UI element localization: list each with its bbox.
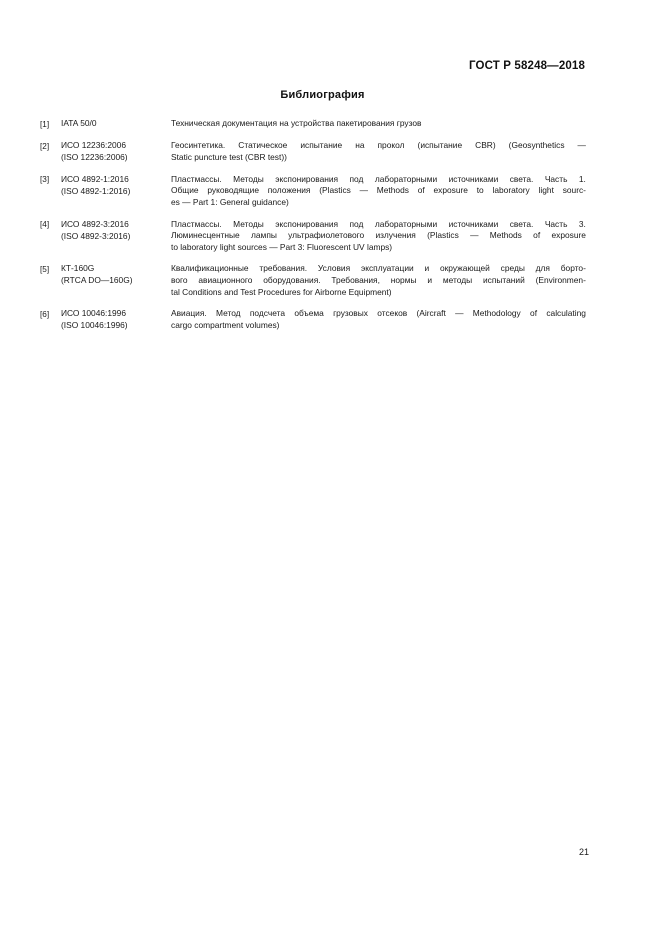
entry-reference-secondary: (ISO 4892-3:2016): [61, 230, 131, 241]
entry-description-line: Пластмассы. Методы экспонирования под лабораторными источниками света. Часть 3.: [171, 218, 586, 229]
entry-description-line: Люминесцентные лампы ультрафиолетового излучения (Plastics — Methods of exposure: [171, 230, 586, 241]
bibliography-entry: [40, 140, 586, 164]
entry-description-line: Геосинтетика. Статическое испытание на прокол (испытание CBR) (Geosynthetics —: [171, 140, 586, 151]
page-title: [0, 89, 661, 101]
entry-reference-secondary: (ISO 4892-1:2016): [61, 185, 131, 196]
entry-description: [171, 140, 586, 163]
entry-reference-code: [61, 308, 171, 332]
bibliography-entry: [40, 118, 586, 130]
entry-description: [171, 263, 586, 298]
entry-description-line: Пластмассы. Методы экспонирования под лабораторными источниками света. Часть 1.: [171, 173, 586, 184]
entry-marker: [2]: [40, 141, 50, 151]
entry-description-line: вого авиационного оборудования. Требования, нормы и методы испытаний (Environmen-: [171, 274, 586, 285]
bibliography-list: [40, 118, 586, 332]
entry-reference-primary: ИСО 10046:1996: [61, 308, 126, 319]
bibliography-entry: [40, 308, 586, 332]
document-header-standard-number: ГОСТ Р 58248—2018: [468, 60, 585, 72]
entry-description-line: Квалификационные требования. Условия эксплуатации и окружающей среды для борто-: [171, 263, 586, 274]
entry-marker: [4]: [40, 220, 50, 230]
entry-description-line: Общие руководящие положения (Plastics — Methods of exposure to laboratory light sourc-: [171, 185, 586, 196]
entry-reference-secondary: (RTCA DO—160G): [61, 275, 133, 286]
entry-description-line: to laboratory light sources — Part 3: Fluorescent UV lamps): [171, 241, 393, 252]
entry-marker: [6]: [40, 309, 50, 319]
entry-reference-secondary: (ISO 10046:1996): [61, 320, 128, 331]
entry-reference-primary: КТ-160G: [61, 263, 95, 274]
entry-marker: [5]: [40, 264, 50, 274]
entry-reference-primary: ИСО 4892-3:2016: [61, 218, 129, 229]
bibliography-entry: [40, 174, 586, 209]
entry-reference-primary: ИСО 4892-1:2016: [61, 173, 129, 184]
entry-reference-primary: IATA 50/0: [61, 118, 97, 128]
entry-reference-code: [61, 140, 171, 164]
page-title-text: Библиография: [280, 89, 365, 101]
page-number: 21: [578, 847, 589, 857]
entry-description: [171, 219, 586, 254]
entry-description-line: es — Part 1: General guidance): [171, 196, 289, 207]
entry-reference-secondary: (ISO 12236:2006): [61, 152, 128, 163]
entry-reference-code: [61, 263, 171, 287]
entry-reference-code: [61, 118, 171, 130]
entry-description-line: Техническая документация на устройства пакетирования грузов: [171, 118, 422, 128]
entry-reference-code: [61, 219, 171, 243]
bibliography-entry: [40, 219, 586, 254]
entry-description-line: cargo compartment volumes): [171, 319, 280, 330]
entry-description: [171, 174, 586, 209]
entry-description-line: tal Conditions and Test Procedures for Airborne Equipment): [171, 286, 392, 297]
entry-description: [171, 118, 586, 130]
entry-description-line: Static puncture test (CBR test)): [171, 151, 287, 162]
entry-description: [171, 308, 586, 331]
bibliography-entry: [40, 263, 586, 298]
entry-reference-code: [61, 174, 171, 198]
entry-description-line: Авиация. Метод подсчета объема грузовых отсеков (Aircraft — Methodology of calculating: [171, 308, 586, 319]
entry-marker: [3]: [40, 175, 50, 185]
entry-reference-primary: ИСО 12236:2006: [61, 140, 126, 151]
entry-marker: [1]: [40, 119, 50, 129]
